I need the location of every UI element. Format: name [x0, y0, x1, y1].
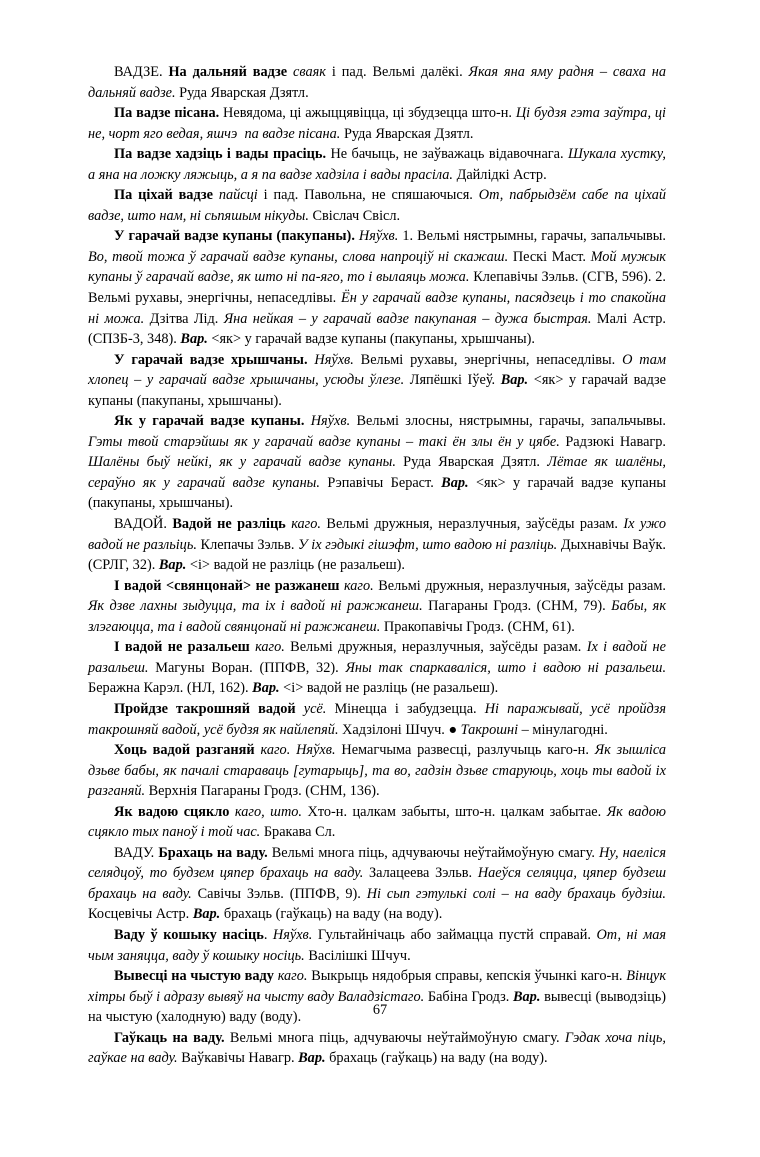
entry-note: Такрошні: [460, 721, 519, 738]
entry-source: Рэпавічы Бераст.: [327, 474, 434, 491]
entry-headword: Па ціхай вадзе: [114, 187, 213, 204]
entry-headword: Па вадзе пісана.: [114, 105, 220, 122]
entry-variant: <як> у гарачай вадзе купаны (пакупаны, хрышчаны).: [88, 474, 667, 512]
entry-source: Бабіна Гродз.: [427, 988, 510, 1005]
entry-source: Радзюкі Навагр.: [565, 433, 666, 450]
entry-source: Руда Яварская Дзятл.: [179, 84, 309, 101]
entry-source: Клепачы Зэльв.: [200, 536, 295, 553]
entry-source: Руда Яварская Дзятл.: [403, 454, 541, 471]
entry-headword: Вадой не разліць: [172, 516, 286, 533]
entry-definition: Мінецца і забудзецца.: [334, 700, 477, 717]
entry-variant-label: Вар.: [192, 906, 221, 923]
entry-definition: Хто-н. цалкам забыты, што-н. цалкам забытае.: [307, 803, 602, 820]
entry-example: Вінцук хітры быў і адразу вывяў на чысту ваду Валадзістаго.: [88, 968, 667, 1005]
entry-grammar: Няўхв.: [314, 351, 354, 368]
entry-example: Іх і вадой не разальеш.: [88, 639, 666, 676]
entry-example: Ці будзя гэта заўтра, ці не, чорт яго ведая, яшчэ па вадзе пісана.: [88, 105, 667, 142]
entry-grammar-2: Няўхв.: [296, 742, 336, 759]
entry-variant-label: Вар.: [500, 372, 529, 389]
entry-grammar: сваяк: [293, 64, 326, 80]
entry-example: Шалёны быў нейкі, як у гарачай вадзе купаны.: [88, 454, 396, 471]
entry-grammar: Няўхв.: [310, 413, 351, 430]
dictionary-entry-i-vadoj-svjanconaj: [88, 576, 666, 638]
entry-definition: Вельмі дружныя, неразлучныя, заўсёды разам.: [290, 639, 582, 656]
entry-variant: <як> у гарачай вадзе купаны (пакупаны, хрышчаны).: [88, 372, 667, 409]
entry-headword: І вадой не разальеш: [114, 639, 250, 656]
entry-headword: У гарачай вадзе купаны (пакупаны).: [114, 228, 355, 245]
entry-headword: Вывесці на чыстую ваду: [114, 968, 274, 985]
entry-variant-label: Вар.: [441, 474, 469, 491]
entry-definition: Гультайнічаць або займацца пустй справай.: [317, 926, 591, 943]
entry-variant-label: Вар.: [252, 680, 280, 697]
entry-example: Іх ужо вадой не разльіць.: [88, 516, 667, 553]
dictionary-entry-pa-vadze-hadzic: [88, 144, 666, 185]
entry-example: Ну, наеліся селядцоў, то будзем цяпер брахаць на ваду.: [88, 844, 667, 882]
entry-grammar: каго.: [291, 516, 321, 533]
entry-example: Як зышліса дзьве бабы, як пачалі стараваць [гутарыць], та во, гадзін дзьве старуюць, хоць ты вадой іх разганяй.: [88, 742, 667, 800]
entry-example: От, ні мая чым заняцца, ваду ў кошыку носіць.: [88, 926, 667, 964]
entry-headword: Пройдзе такрошняй вадой: [114, 700, 296, 717]
entry-source: Залацеева Зэльв.: [369, 865, 473, 882]
dictionary-entry-haukac-na-vadu: [88, 1028, 666, 1069]
entry-example: Лётае як шалёны, сераўно як у гарачай вадзе купаны.: [88, 454, 666, 491]
entry-headword: І вадой <свянцонай> не разжанеш: [114, 577, 340, 594]
entry-grammar: каго.: [343, 577, 374, 594]
entry-example: Гэты твой старэйшы як у гарачай вадзе купаны – такі ён злы ён у цябе.: [88, 433, 560, 450]
entry-source: Дзітва Лід.: [149, 310, 219, 327]
entry-headword: Гаўкаць на ваду.: [114, 1029, 225, 1046]
entry-definition: Вельмі рухавы, энергічны, непаседлівы.: [360, 351, 616, 368]
entry-definition: Вельмі злосны, нястрымны, гарачы, запальчывы.: [356, 413, 666, 430]
entry-example: Яна нейкая – у гарачай вадзе пакупаная – дужа быстрая.: [223, 310, 592, 327]
entry-source: Беражна Карэл. (НЛ, 162).: [88, 680, 249, 697]
entry-example: О там хлопец – у гарачай вадзе хрышчаны, усюды ўлезе.: [88, 351, 667, 389]
entry-variant: вывесці (выводзіць) на чыстую (халодную) ваду (воду).: [88, 988, 667, 1026]
entry-definition: Вельмі рухавы, энергічны, непаседлівы.: [88, 290, 337, 307]
dictionary-entry-vadu: [88, 843, 666, 925]
dictionary-entry-pa-cihaj-vadze: Па ціхай вадзе пайсці і пад. Павольна, не спяшаючыся. От, пабрыдзём сабе па ціхай вадзе, што нам, ні сьпяшым нікуды. Свіслач Свісл.: [88, 187, 667, 224]
entry-headword: У гарачай вадзе хрышчаны.: [114, 351, 308, 368]
entry-variant-label: Вар.: [180, 331, 208, 348]
entry-source: Ляпёшкі Іўеў.: [409, 372, 496, 389]
dictionary-entry-vadze: ВАДЗЕ. На дальняй вадзе сваяк і пад. Вельмі далёкі. Якая яна яму радня – сваха на дальняй вадзе. Руда Яварская Дзятл.: [88, 64, 666, 101]
entry-grammar: усё.: [303, 700, 327, 717]
entry-variant: <і> вадой не разліць (не разальеш).: [189, 557, 405, 574]
entry-definition: Вельмі нястрымны, гарачы, запальчывы.: [417, 228, 666, 245]
entry-variant-label: Вар.: [158, 557, 187, 574]
page-text-block: [88, 62, 666, 1069]
entry-definition: Вельмі далёкі.: [372, 64, 463, 80]
entry-source: Дыхнавічы Ваўк. (СРЛГ, 32).: [88, 536, 667, 574]
entry-source: Руда Яварская Дзятл.: [343, 125, 474, 142]
page-number: 67: [372, 1002, 388, 1018]
entry-source: Свіслач Свісл.: [312, 207, 401, 224]
entry-variant-label: Вар.: [513, 988, 541, 1005]
entry-grammar: Няўхв.: [358, 228, 399, 245]
entry-definition: Невядома, ці ажыццявіцца, ці збудзецца што-н.: [223, 105, 512, 122]
entry-definition: Не бачыць, не заўважаць відавочнага.: [330, 146, 564, 163]
entry-source: Дайлідкі Астр.: [456, 166, 547, 183]
entry-grammar: Няўхв.: [272, 926, 313, 943]
entry-example: Гэдак хоча піць, гаўкае на ваду.: [88, 1029, 666, 1067]
sense-number: 1.: [402, 228, 414, 245]
entry-example: Як дзве лахны зыдуцца, та іх і вадой ні ражжанеш.: [88, 598, 423, 615]
entry-headword: Як вадою сцякло: [114, 803, 230, 820]
entry-example: Як вадою сцякло тых паноў і той час.: [88, 803, 666, 841]
entry-example: Яны так спаркаваліся, што і вадою ні разальеш.: [345, 659, 667, 676]
entry-variant: брахаць (гаўкаць) на ваду (на воду).: [329, 1050, 548, 1067]
entry-example: Бабы, як злэгаюцца, та і вадой свянцонай ні ражжанеш.: [88, 598, 667, 635]
dictionary-entry-hoc-vadoj-razhanjaj: [88, 740, 666, 802]
entry-definition: Выкрыць нядобрыя справы, кепскія ўчынкі каго-н.: [311, 968, 623, 985]
entry-grammar: каго, што.: [234, 803, 303, 820]
entry-example: Шукала хустку, а яна на ложку ляжыць, а я па вадзе хадзіла і вады прасіла.: [88, 146, 666, 183]
entry-definition: Вельмі дружныя, неразлучныя, заўсёды разам.: [326, 516, 618, 533]
entry-definition: Вельмі многа піць, адчуваючы неўтаймоўную смагу.: [271, 844, 595, 861]
entry-source: Верхнія Пагараны Гродз. (СНМ, 136).: [148, 783, 380, 800]
entry-variant: брахаць (гаўкаць) на ваду (на воду).: [223, 906, 443, 923]
entry-example: Во, твой тожа ў гарачай вадзе купаны, слова напроціў ні скажаш.: [88, 248, 509, 265]
bullet-icon: ●: [448, 721, 458, 738]
entry-definition: Немагчыма развесці, разлучыць каго-н.: [341, 742, 589, 759]
entry-source: Клепавічы Зэльв. (СГВ, 596).: [473, 269, 652, 286]
entry-source: Ваўкавічы Навагр.: [181, 1050, 295, 1067]
dictionary-entry-vadoj: [88, 514, 666, 576]
entry-headword: Ваду ў кошыку насіць: [114, 926, 264, 943]
entry-source: Бракава Сл.: [263, 824, 336, 841]
dictionary-entry-jak-vadoju-sciaklo: [88, 802, 666, 843]
entry-source: Косцевічы Астр.: [88, 906, 190, 923]
entry-example: Ён у гарачай вадзе купаны, пасядзець і то спакойна ні можа.: [88, 290, 666, 327]
entry-headword: Хоць вадой разганяй: [114, 742, 255, 759]
entry-grammar: каго.: [255, 639, 285, 656]
entry-definition: Вельмі многа піць, адчуваючы неўтаймоўную смагу.: [229, 1029, 560, 1046]
entry-headword: На дальняй вадзе: [168, 64, 288, 80]
entry-source: Хадзілоні Шчуч.: [342, 721, 445, 738]
entry-variant-label: Вар.: [298, 1050, 326, 1067]
entry-headword: Па вадзе хадзіць і вады прасіць.: [114, 146, 327, 163]
entry-variant: <і> вадой не разліць (не разальеш).: [283, 680, 499, 697]
entry-headword: Як у гарачай вадзе купаны.: [114, 413, 305, 430]
entry-lemma: ВАДУ.: [114, 844, 159, 861]
entry-example: Ні паражывай, усё пройдзя такрошняй вадой, усё будзя як найлепяй.: [88, 700, 666, 738]
entry-headword: Брахаць на ваду.: [158, 844, 268, 861]
sense-number: 2.: [655, 269, 666, 286]
entry-variant: <як> у гарачай вадзе купаны (пакупаны, хрышчаны).: [211, 331, 535, 348]
entry-example: Наеўся селяцца, цяпер будзеш брахаць на ваду.: [88, 865, 666, 902]
dictionary-entry-projdze-takroshnjaj-vadoj: Пройдзе такрошняй вадой усё. Мінецца і забудзецца. Ні паражывай, усё пройдзя такрошняй вадой, усё будзя як найлепяй. Хадзілоні Шчуч. ● Такрошні – мінулагодні.: [88, 700, 666, 738]
dictionary-entry-pa-vadze-pisana: [88, 103, 666, 144]
dictionary-entry-u-haracaj-vadze-kupany: [88, 226, 666, 349]
entry-source: Пескі Маст.: [512, 248, 586, 265]
entry-example: От, пабрыдзём сабе па ціхай вадзе, што нам, ні сьпяшым нікуды.: [88, 187, 667, 224]
entry-lemma: ВАДОЙ.: [114, 516, 173, 533]
entry-example: Якая яна яму радня – сваха на дальняй вадзе.: [88, 64, 666, 101]
entry-lemma: ВАДЗЕ.: [114, 64, 169, 80]
entry-definition: Вельмі дружныя, неразлучныя, заўсёды разам.: [378, 577, 667, 594]
entry-example: Мой мужык купаны ў гарачай вадзе, як што ні па-яго, то і вылаяць можа.: [88, 248, 666, 286]
entry-grammar: каго.: [277, 968, 308, 985]
entry-grammar: пайсці: [218, 187, 258, 204]
entry-grammar: каго.: [260, 742, 291, 759]
dictionary-entry-u-haracaj-vadze-hryshchany: [88, 350, 666, 412]
entry-source: Магуны Воран. (ППФВ, 32).: [155, 659, 339, 676]
entry-source: Савічы Зэльв. (ППФВ, 9).: [197, 885, 361, 902]
entry-source: Пагараны Гродз. (СНМ, 79).: [428, 598, 606, 615]
dictionary-entry-vadu-u-koshyku-nasic: Ваду ў кошыку насіць. Няўхв. Гультайнічаць або займацца пустй справай. От, ні мая чым заняцца, ваду ў кошыку носіць. Васілішкі Шчуч.: [88, 926, 667, 964]
entry-source: Малі Астр. (СПЗБ-3, 348).: [88, 310, 667, 348]
dictionary-entry-i-vadoj-ne-razalesh: [88, 637, 666, 699]
entry-definition: Павольна, не спяшаючыся.: [304, 187, 473, 204]
entry-example: У іх гэдыкі гішэфт, што вадою ні разліць.: [298, 536, 558, 553]
entry-example: Ні сып гэтулькі солі – на ваду брахаць будзіш.: [366, 885, 666, 902]
entry-source: Васілішкі Шчуч.: [308, 947, 411, 964]
entry-source: Пракопавічы Гродз. (СНМ, 61).: [383, 618, 575, 635]
dictionary-entry-jak-u-haracaj-vadze-kupany: [88, 411, 666, 514]
